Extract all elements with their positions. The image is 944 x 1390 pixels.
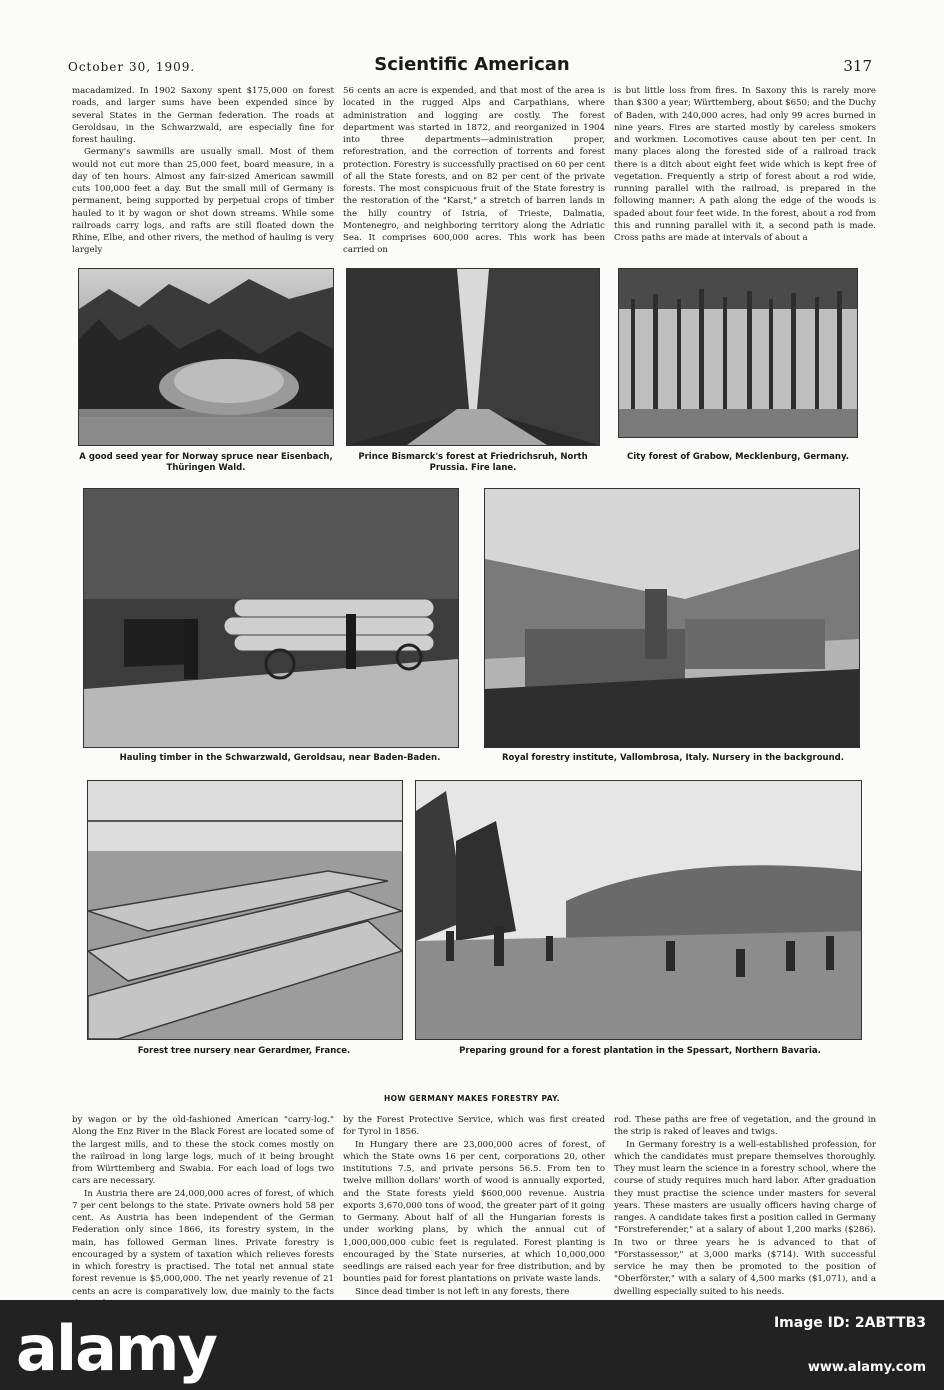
caption-nursery: Forest tree nursery near Gerardmer, France. (137, 1046, 351, 1056)
paragraph: In Germany forestry is a well-established profession, for which the candidates must prepare themselves thoroughly. They must learn the science in a forestry school, where the course of study requires much hard labor. After graduation they must practise the science under masters for several years. These masters are usually officers having charge of ranges. A candidate takes first a position called in Germany "Forstreferender," at a salary of about 1,200 marks ($286). In two or three years he is advanced to that of "Forstassessor," at 3,000 marks ($714). With successful service he may then be promoted to the position of "Oberförster," with a salary of 4,500 marks ($1,071), and a dwelling especially suited to his needs. (614, 1139, 876, 1297)
stock-watermark-bar (0, 1300, 944, 1390)
caption-hauling: Hauling timber in the Schwarzwald, Geroldsau, near Baden-Baden. (119, 753, 441, 763)
paragraph: Since dead timber is not left in any forests, there (355, 1286, 570, 1297)
alamy-logo: alamy (16, 1312, 216, 1385)
photo-norway-spruce (78, 268, 334, 446)
paragraph: is but little loss from fires. In Saxony this is rarely more than $300 a year; Württemberg, about $650; and the Duchy of Baden, with 240,000 acres, had only 99 acres burned in nine years. Fires are started mostly by careless smokers and workmen. Locomotives cause about ten per cent. In many places along the forested side of a railroad track there is a ditch about eight feet wide which is kept free of vegetation. Frequently a strip of forest about a rod wide, running parallel with the railroad, is prepared in the following manner: A path along the edge of the woods is spaded about four feet wide. In the forest, about a rod from this and running parallel with it, a second path is made. Cross paths are made at intervals of about a (614, 86, 876, 243)
issue-date: October 30, 1909. (68, 60, 196, 74)
paragraph: In Hungary there are 23,000,000 acres of forest, of which the State owns 16 per cent, corporations 20, other institutions 7.5, and private persons 56.5. From ten to twelve million dollars' worth of wood is annually exported, and the State forests yield $600,000 revenue. Austria exports 3,670,000 tons of wood, the greater part of it going to Germany. About half of all the Hungarian forests is under working plans, by which the annual cut of 1,000,000,000 cubic feet is regulated. Forest planting is encouraged by the State nurseries, at which 10,000,000 seedlings are raised each year for free distribution, and by bounties paid for forest plantations on private waste lands. (343, 1139, 605, 1285)
paragraph: rod. These paths are free of vegetation, and the ground in the strip is raked of leaves and twigs. (614, 1115, 876, 1138)
article-title: HOW GERMANY MAKES FORESTRY PAY. (383, 1094, 561, 1103)
paragraph: by wagon or by the old-fashioned American "carry-log." Along the Enz River in the Black Forest are located some of the largest mills, and to these the stock comes mostly on the railroad in long large logs, much of it being brought from Württemberg and Swabia. For each load of logs two cars are necessary. (72, 1115, 334, 1187)
image-id: Image ID: 2ABTTB3 (773, 1315, 926, 1331)
site-url: www.alamy.com (807, 1360, 926, 1375)
caption-spruce: A good seed year for Norway spruce near Eisenbach, Thüringen Wald. (79, 452, 333, 473)
photo-vallombrosa (484, 488, 860, 748)
caption-vallombrosa: Royal forestry institute, Vallombrosa, Italy. Nursery in the background. (502, 753, 844, 763)
page-number: 317 (843, 57, 872, 75)
top-column-2 (343, 85, 605, 257)
magazine-title: Scientific American (374, 54, 570, 75)
top-column-3 (614, 85, 876, 244)
photo-bismarck-forest (346, 268, 600, 446)
bottom-column-2 (343, 1114, 605, 1298)
bottom-column-1 (72, 1114, 334, 1310)
paragraph: In Austria there are 24,000,000 acres of forest, of which 7 per cent belongs to the state. Private owners hold 58 per cent. As Austria has been independent of the German Federation only since 1866, its forestry system, in the main, has followed German lines. Private forestry is encouraged by a system of taxation which relieves forests in which forestry is practised. The total net annual state forest revenue is $5,000,000. The net yearly revenue of 21 cents an acre is comparatively low, due mainly to the facts (72, 1188, 334, 1297)
photo-grabow-forest (618, 268, 858, 438)
paragraph: macadamized. In 1902 Saxony spent $175,000 on forest roads, and larger sums have been expended since by several States in the German federation. The roads at Geroldsau, in the Schwarzwald, are especially fine for forest hauling. (72, 86, 334, 145)
caption-bismarck: Prince Bismarck's forest at Friedrichsruh, North Prussia. Fire lane. (358, 452, 588, 473)
caption-spessart: Preparing ground for a forest plantation in the Spessart, Northern Bavaria. (459, 1046, 821, 1056)
caption-grabow: City forest of Grabow, Mecklenburg, Germany. (627, 452, 849, 462)
paragraph: 56 cents an acre is expended, and that most of the area is located in the rugged Alps and Carpathians, where administration and logging are costly. The forest department was started in 1872, and reorganized in 1904 into three departments—administration proper, reforestration, and the correction of torrents and forest protection. Forestry is successfully practised on 60 per cent of all the State forests, and on 82 per cent of the private forests. The most conspicuous fruit of the State forestry is the restoration of the "Karst," a stretch of barren lands in the hilly country of Istria, of Trieste, Dalmatia, Montenegro, and neighboring territory along the Adriatic Sea. It comprises 600,000 acres. This work has been carried on (343, 86, 605, 256)
photo-spessart-plantation (415, 780, 862, 1040)
bottom-column-3 (614, 1114, 876, 1298)
paragraph: Germany's sawmills are usually small. Most of them would not cut more than 25,000 feet, board measure, in a day of ten hours. Almost any fair-sized American sawmill cuts 100,000 feet a day. But the small mill of Germany is permanent, being supported by perpetual crops of timber hauled to it by wagon or shot down streams. While some railroads carry logs, and rafts are still floated down the Rhine, Elbe, and other rivers, the method of hauling is very largely (72, 147, 334, 256)
top-column-1 (72, 85, 334, 257)
photo-hauling-timber (83, 488, 459, 748)
photo-tree-nursery (87, 780, 403, 1040)
paragraph: by the Forest Protective Service, which was first created for Tyrol in 1856. (343, 1115, 605, 1138)
